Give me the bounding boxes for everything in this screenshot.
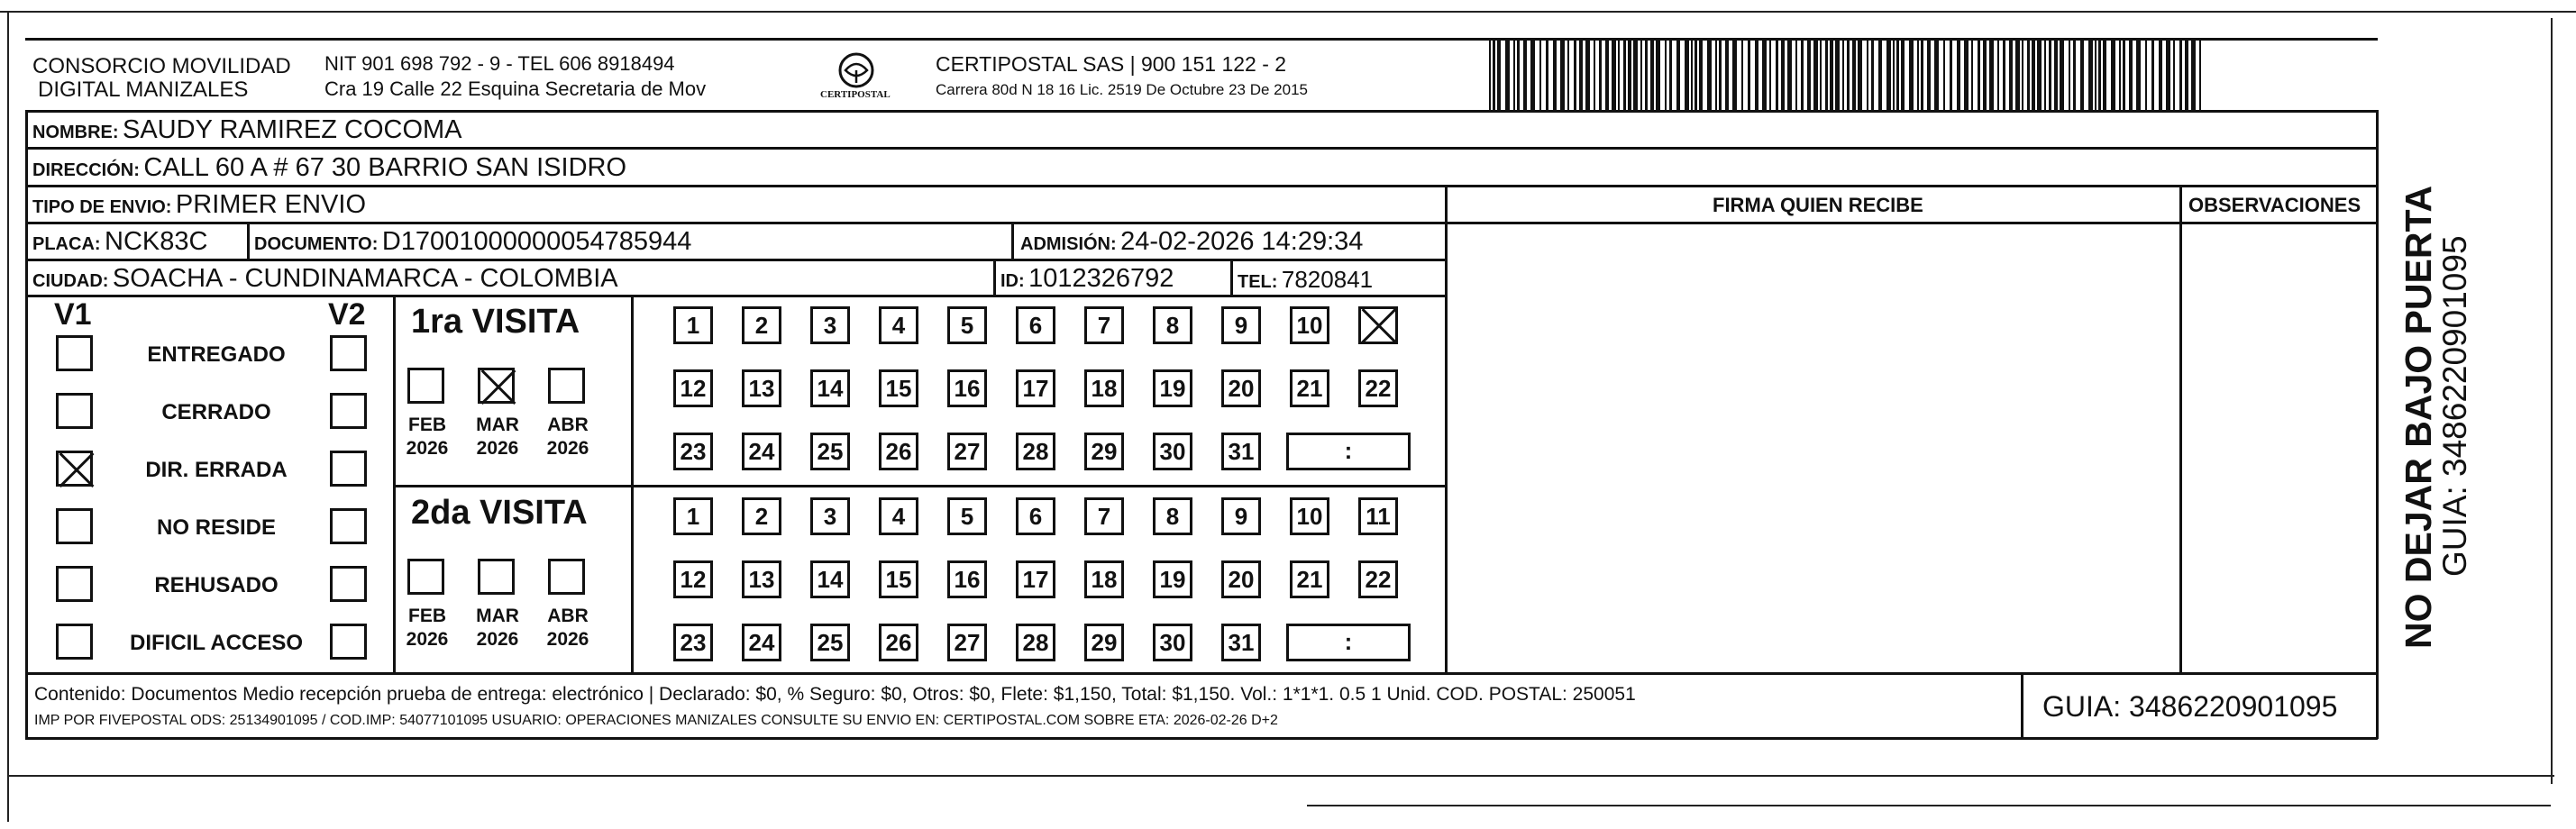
footer-line2: IMP POR FIVEPOSTAL ODS: 25134901095 / COD.IMP: 54077101095 USUARIO: OPERACIONES MANIZALES CONSULTE SU ENVIO EN: CERTIPOSTAL.COM SOBRE ETA: 2026-02-26 D+2 bbox=[34, 713, 1278, 728]
day-box[interactable]: 30 bbox=[1153, 433, 1192, 470]
barcode-bar bbox=[1579, 40, 1583, 110]
day-box[interactable]: 24 bbox=[742, 624, 781, 661]
tipo-row bbox=[32, 192, 366, 218]
v1-header: V1 bbox=[54, 297, 92, 332]
barcode-bar bbox=[1878, 40, 1882, 110]
day-box[interactable]: 6 bbox=[1016, 497, 1055, 535]
day-box[interactable]: 23 bbox=[673, 433, 713, 470]
v1-checkbox[interactable] bbox=[56, 624, 93, 660]
barcode-bar bbox=[2123, 40, 2125, 110]
day-box[interactable]: 22 bbox=[1358, 560, 1398, 598]
form-top-border bbox=[25, 110, 2378, 113]
barcode-bar bbox=[1633, 40, 1638, 110]
barcode-bar bbox=[1896, 40, 1899, 110]
scan-edge-bottom bbox=[7, 775, 2554, 777]
day-box[interactable]: 23 bbox=[673, 624, 713, 661]
month-label: FEB bbox=[408, 414, 446, 435]
month-label: MAR bbox=[476, 414, 519, 435]
day-box[interactable]: 27 bbox=[947, 624, 987, 661]
barcode-bar bbox=[1517, 40, 1520, 110]
barcode-bar bbox=[1691, 40, 1693, 110]
form-left-border bbox=[25, 110, 28, 739]
tel-row bbox=[1238, 268, 1373, 291]
day-box[interactable]: 10 bbox=[1290, 497, 1329, 535]
month-label: FEB bbox=[408, 606, 446, 626]
barcode-bar bbox=[1847, 40, 1850, 110]
month-checkbox[interactable] bbox=[478, 368, 515, 404]
day-box[interactable]: 18 bbox=[1084, 560, 1124, 598]
row-sep-1 bbox=[25, 147, 2378, 150]
barcode-bar bbox=[1513, 40, 1515, 110]
placa-value: NCK83C bbox=[105, 227, 208, 256]
scan-edge-top bbox=[0, 11, 2576, 13]
barcode-bar bbox=[1640, 40, 1642, 110]
barcode-bar bbox=[2044, 40, 2046, 110]
barcode-bar bbox=[2129, 40, 2133, 110]
barcode-bar bbox=[1820, 40, 1822, 110]
admision-value: 24-02-2026 14:29:34 bbox=[1120, 227, 1364, 256]
barcode-bar bbox=[1560, 40, 1565, 110]
day-box[interactable]: 24 bbox=[742, 433, 781, 470]
barcode-bar bbox=[1539, 40, 1541, 110]
barcode-bar bbox=[1776, 40, 1778, 110]
scan-edge-left bbox=[7, 11, 9, 822]
placa-doc-divider bbox=[247, 222, 250, 260]
barcode-bar bbox=[1989, 40, 1994, 110]
day-box[interactable]: 27 bbox=[947, 433, 987, 470]
barcode-bar bbox=[1719, 40, 1722, 110]
ciudad-label: CIUDAD: bbox=[32, 271, 109, 291]
barcode-bar bbox=[2080, 40, 2084, 110]
ciudad-row bbox=[32, 266, 618, 292]
scan-edge-right bbox=[2551, 18, 2553, 784]
v1-checkbox[interactable] bbox=[56, 335, 93, 371]
barcode-bar bbox=[1676, 40, 1680, 110]
barcode-bar bbox=[1530, 40, 1535, 110]
barcode-bar bbox=[1921, 40, 1923, 110]
nombre-value: SAUDY RAMIREZ COCOMA bbox=[123, 115, 462, 144]
status-option-label: CERRADO bbox=[161, 400, 271, 424]
v2-checkbox[interactable] bbox=[330, 335, 367, 371]
city-id-divider bbox=[993, 259, 996, 296]
doc-adm-divider bbox=[1011, 222, 1014, 260]
day-box[interactable]: 31 bbox=[1221, 624, 1261, 661]
carrier-line1: CERTIPOSTAL SAS | 900 151 122 - 2 bbox=[936, 52, 1287, 76]
day-box[interactable]: 16 bbox=[947, 369, 987, 407]
barcode-bar bbox=[1801, 40, 1804, 110]
day-box[interactable]: 20 bbox=[1221, 369, 1261, 407]
barcode-bar bbox=[1893, 40, 1895, 110]
barcode-bar bbox=[2111, 40, 2115, 110]
barcode-bar bbox=[1656, 40, 1660, 110]
company-line1: CONSORCIO MOVILIDAD bbox=[32, 54, 291, 78]
day-box[interactable]: 21 bbox=[1290, 369, 1329, 407]
tipo-value: PRIMER ENVIO bbox=[175, 190, 367, 219]
day-box[interactable]: 15 bbox=[879, 369, 918, 407]
day-box[interactable]: 8 bbox=[1153, 306, 1192, 344]
barcode-bar bbox=[1997, 40, 1999, 110]
barcode-bar bbox=[1741, 40, 1743, 110]
v1-checkbox[interactable] bbox=[56, 508, 93, 544]
barcode-bar bbox=[1523, 40, 1527, 110]
barcode-bar bbox=[1835, 40, 1840, 110]
barcode-bar bbox=[2191, 40, 2196, 110]
barcode-bar bbox=[2119, 40, 2121, 110]
ciudad-value: SOACHA - CUNDINAMARCA - COLOMBIA bbox=[112, 264, 618, 293]
tipo-label: TIPO DE ENVIO: bbox=[32, 197, 172, 217]
day-box[interactable]: 2 bbox=[742, 497, 781, 535]
month-year: 2026 bbox=[406, 629, 449, 650]
barcode-bar bbox=[1694, 40, 1697, 110]
barcode-bar bbox=[1669, 40, 1672, 110]
barcode-bar bbox=[1934, 40, 1939, 110]
visit2-title: 2da VISITA bbox=[411, 494, 588, 532]
day-box[interactable]: 28 bbox=[1016, 433, 1055, 470]
barcode-bar bbox=[1978, 40, 1980, 110]
day-box[interactable]: 13 bbox=[742, 369, 781, 407]
barcode-bar bbox=[1917, 40, 1919, 110]
status-option-label: NO RESIDE bbox=[156, 515, 277, 540]
day-box[interactable]: 2 bbox=[742, 306, 781, 344]
barcode-bar bbox=[1795, 40, 1797, 110]
id-label: ID: bbox=[1000, 271, 1025, 291]
visit1-title: 1ra VISITA bbox=[411, 303, 580, 341]
barcode-bar bbox=[1830, 40, 1833, 110]
barcode-bar bbox=[2049, 40, 2051, 110]
barcode-bar bbox=[1567, 40, 1569, 110]
barcode-bar bbox=[2173, 40, 2175, 110]
barcode-bar bbox=[1807, 40, 1811, 110]
day-box[interactable]: 18 bbox=[1084, 369, 1124, 407]
barcode-bar bbox=[1585, 40, 1590, 110]
day-box[interactable]: 8 bbox=[1153, 497, 1192, 535]
barcode-bar bbox=[1943, 40, 1945, 110]
v2-checkbox[interactable] bbox=[330, 624, 367, 660]
day-box[interactable]: 19 bbox=[1153, 369, 1192, 407]
v2-checkbox[interactable] bbox=[330, 393, 367, 429]
barcode-bar bbox=[2199, 40, 2201, 110]
day-box[interactable]: 7 bbox=[1084, 306, 1124, 344]
barcode-bar bbox=[1707, 40, 1712, 110]
day-box[interactable]: 25 bbox=[810, 624, 850, 661]
barcode-bar bbox=[1699, 40, 1703, 110]
day-box[interactable]: 14 bbox=[810, 560, 850, 598]
barcode-bar bbox=[1628, 40, 1631, 110]
month-label: ABR bbox=[547, 414, 589, 435]
day-box[interactable]: 22 bbox=[1358, 369, 1398, 407]
id-row bbox=[1000, 266, 1174, 292]
barcode-bar bbox=[1871, 40, 1874, 110]
day-box[interactable]: 5 bbox=[947, 306, 987, 344]
id-tel-divider bbox=[1230, 259, 1233, 296]
certipostal-logo bbox=[818, 50, 894, 103]
status-visit-divider bbox=[393, 295, 396, 673]
row-sep-6 bbox=[25, 672, 2378, 675]
v2-header: V2 bbox=[328, 297, 366, 332]
barcode-bar bbox=[2166, 40, 2170, 110]
barcode-bar bbox=[2185, 40, 2188, 110]
barcode-bar bbox=[1950, 40, 1952, 110]
barcode-bar bbox=[1867, 40, 1868, 110]
barcode-bar bbox=[1553, 40, 1557, 110]
day-box[interactable]: 25 bbox=[810, 433, 850, 470]
barcode-bar bbox=[1546, 40, 1548, 110]
day-box[interactable]: 3 bbox=[810, 306, 850, 344]
day-box[interactable]: 19 bbox=[1153, 560, 1192, 598]
barcode-bar bbox=[1909, 40, 1914, 110]
status-option-label: ENTREGADO bbox=[147, 342, 286, 367]
barcode-bar bbox=[1645, 40, 1648, 110]
month-label: ABR bbox=[547, 606, 589, 626]
v1-checkbox[interactable] bbox=[56, 451, 93, 487]
certipostal-logo-text: CERTIPOSTAL bbox=[820, 89, 891, 100]
barcode-bar bbox=[1605, 40, 1609, 110]
day-box[interactable]: 21 bbox=[1290, 560, 1329, 598]
barcode-bar bbox=[2103, 40, 2106, 110]
day-box[interactable]: 29 bbox=[1084, 433, 1124, 470]
barcode-bar bbox=[2069, 40, 2070, 110]
barcode-bar bbox=[1983, 40, 1987, 110]
day-box[interactable]: 9 bbox=[1221, 497, 1261, 535]
admision-label: ADMISIÓN: bbox=[1020, 234, 1117, 254]
day-box[interactable]: 29 bbox=[1084, 624, 1124, 661]
v1-checkbox[interactable] bbox=[56, 566, 93, 602]
barcode-bar bbox=[1715, 40, 1717, 110]
barcode-bar bbox=[2054, 40, 2058, 110]
barcode-bar bbox=[2037, 40, 2042, 110]
barcode-bar bbox=[1732, 40, 1737, 110]
placa-row bbox=[32, 229, 207, 255]
footer-guia: GUIA: 3486220901095 bbox=[2042, 690, 2338, 723]
day-box[interactable]: 4 bbox=[879, 306, 918, 344]
barcode-bar bbox=[1623, 40, 1626, 110]
barcode-bar bbox=[2022, 40, 2023, 110]
obs-left-border bbox=[2179, 185, 2182, 674]
barcode-bar bbox=[1594, 40, 1595, 110]
day-box[interactable]: 5 bbox=[947, 497, 987, 535]
day-box[interactable]: 12 bbox=[673, 369, 713, 407]
address-line: Cra 19 Calle 22 Esquina Secretaria de Mov bbox=[324, 77, 707, 100]
barcode-bar bbox=[2145, 40, 2147, 110]
day-box[interactable]: 13 bbox=[742, 560, 781, 598]
row-sep-3 bbox=[25, 222, 2378, 224]
barcode bbox=[1485, 40, 2206, 110]
barcode-bar bbox=[1748, 40, 1750, 110]
month-year: 2026 bbox=[406, 438, 449, 459]
v2-checkbox[interactable] bbox=[330, 508, 367, 544]
nombre-row bbox=[32, 117, 462, 143]
barcode-bar bbox=[1957, 40, 1960, 110]
day-box[interactable]: 14 bbox=[810, 369, 850, 407]
day-box[interactable]: 11 bbox=[1358, 497, 1398, 535]
tel-label: TEL: bbox=[1238, 272, 1278, 292]
carrier-line2: Carrera 80d N 18 16 Lic. 2519 De Octubre 23 De 2015 bbox=[936, 81, 1308, 98]
barcode-bar bbox=[1685, 40, 1689, 110]
side-notice: NO DEJAR BAJO PUERTA bbox=[2398, 185, 2439, 649]
day-box[interactable]: 10 bbox=[1290, 306, 1329, 344]
tel-value: 7820841 bbox=[1281, 266, 1374, 293]
barcode-bar bbox=[1852, 40, 1856, 110]
firma-header: FIRMA QUIEN RECIBE bbox=[1713, 194, 1923, 216]
barcode-bar bbox=[1813, 40, 1818, 110]
day-box[interactable]: 28 bbox=[1016, 624, 1055, 661]
month-year: 2026 bbox=[546, 629, 589, 650]
barcode-bar bbox=[2027, 40, 2030, 110]
month-day-divider bbox=[631, 295, 634, 673]
day-box[interactable]: 9 bbox=[1221, 306, 1261, 344]
status-option-label: DIFICIL ACCESO bbox=[129, 631, 303, 655]
barcode-bar bbox=[2179, 40, 2182, 110]
day-box[interactable]: 17 bbox=[1016, 369, 1055, 407]
form-bottom-border bbox=[25, 737, 2378, 740]
placa-label: PLACA: bbox=[32, 234, 101, 254]
day-box[interactable]: 26 bbox=[879, 624, 918, 661]
barcode-bar bbox=[1927, 40, 1931, 110]
v1-checkbox[interactable] bbox=[56, 393, 93, 429]
month-checkbox[interactable] bbox=[407, 559, 444, 595]
month-checkbox[interactable] bbox=[548, 559, 585, 595]
day-box[interactable]: 20 bbox=[1221, 560, 1261, 598]
row-sep-2 bbox=[25, 185, 2378, 187]
day-box[interactable]: 1 bbox=[673, 497, 713, 535]
barcode-bar bbox=[1781, 40, 1785, 110]
barcode-bar bbox=[1762, 40, 1767, 110]
barcode-bar bbox=[1599, 40, 1602, 110]
barcode-bar bbox=[2015, 40, 2020, 110]
barcode-bar bbox=[1886, 40, 1891, 110]
barcode-bar bbox=[2095, 40, 2096, 110]
barcode-bar bbox=[1618, 40, 1620, 110]
barcode-bar bbox=[2088, 40, 2093, 110]
barcode-bar bbox=[1650, 40, 1654, 110]
v2-checkbox[interactable] bbox=[330, 451, 367, 487]
barcode-bar bbox=[1725, 40, 1729, 110]
observaciones-header: OBSERVACIONES bbox=[2188, 194, 2361, 216]
barcode-bar bbox=[1574, 40, 1576, 110]
barcode-bar bbox=[1665, 40, 1667, 110]
barcode-bar bbox=[2098, 40, 2101, 110]
barcode-bar bbox=[1964, 40, 1969, 110]
v2-checkbox[interactable] bbox=[330, 566, 367, 602]
month-checkbox[interactable] bbox=[478, 559, 515, 595]
day-box[interactable]: 12 bbox=[673, 560, 713, 598]
barcode-bar bbox=[1612, 40, 1616, 110]
footer-line1: Contenido: Documentos Medio recepción prueba de entrega: electrónico | Declarado: $0, % Seguro: $0, Otros: $0, Flete: $1,150, Total: $1,150. Vol.: 1*1*1. 0.5 1 Unid. COD. POSTAL: 250051 bbox=[34, 684, 1636, 705]
day-box[interactable]: 26 bbox=[879, 433, 918, 470]
barcode-bar bbox=[1858, 40, 1862, 110]
scan-edge-bottom2 bbox=[1307, 805, 2551, 806]
barcode-bar bbox=[2073, 40, 2076, 110]
day-box[interactable] bbox=[1358, 306, 1398, 344]
barcode-bar bbox=[1497, 40, 1501, 110]
barcode-bar bbox=[2009, 40, 2013, 110]
barcode-bar bbox=[1842, 40, 1844, 110]
barcode-bar bbox=[2003, 40, 2005, 110]
day-box[interactable]: 4 bbox=[879, 497, 918, 535]
barcode-bar bbox=[2159, 40, 2162, 110]
form-right-border bbox=[2376, 110, 2379, 739]
nombre-label: NOMBRE: bbox=[32, 123, 119, 142]
barcode-bar bbox=[1971, 40, 1973, 110]
barcode-bar bbox=[2060, 40, 2064, 110]
day-box[interactable]: 6 bbox=[1016, 306, 1055, 344]
time-field[interactable]: : bbox=[1286, 433, 1411, 470]
barcode-bar bbox=[1825, 40, 1828, 110]
documento-label: DOCUMENTO: bbox=[254, 234, 379, 254]
barcode-bar bbox=[1787, 40, 1792, 110]
time-field[interactable]: : bbox=[1286, 624, 1411, 661]
side-guia: GUIA: 3486220901095 bbox=[2436, 235, 2473, 577]
documento-value: D17001000000054785944 bbox=[381, 227, 692, 256]
company-line2: DIGITAL MANIZALES bbox=[38, 77, 249, 102]
direccion-row bbox=[32, 155, 626, 181]
status-option-label: REHUSADO bbox=[154, 573, 279, 597]
barcode-bar bbox=[1755, 40, 1758, 110]
day-box[interactable]: 30 bbox=[1153, 624, 1192, 661]
visit-sep bbox=[393, 485, 1446, 487]
month-checkbox[interactable] bbox=[548, 368, 585, 404]
day-box[interactable]: 15 bbox=[879, 560, 918, 598]
barcode-bar bbox=[2136, 40, 2141, 110]
day-box[interactable]: 1 bbox=[673, 306, 713, 344]
direccion-label: DIRECCIÓN: bbox=[32, 160, 140, 180]
firma-left-border bbox=[1445, 185, 1448, 674]
day-box[interactable]: 7 bbox=[1084, 497, 1124, 535]
month-checkbox[interactable] bbox=[407, 368, 444, 404]
admision-row bbox=[1020, 229, 1363, 255]
barcode-bar bbox=[1489, 40, 1491, 110]
barcode-bar bbox=[2032, 40, 2035, 110]
documento-row bbox=[254, 229, 691, 255]
day-box[interactable]: 16 bbox=[947, 560, 987, 598]
nit-line: NIT 901 698 792 - 9 - TEL 606 8918494 bbox=[324, 52, 675, 75]
day-box[interactable]: 31 bbox=[1221, 433, 1261, 470]
barcode-bar bbox=[1493, 40, 1495, 110]
month-year: 2026 bbox=[546, 438, 589, 459]
barcode-bar bbox=[2151, 40, 2154, 110]
footer-guia-divider bbox=[2021, 672, 2023, 739]
month-year: 2026 bbox=[476, 438, 519, 459]
barcode-bar bbox=[1901, 40, 1905, 110]
id-value: 1012326792 bbox=[1028, 264, 1174, 293]
day-box[interactable]: 3 bbox=[810, 497, 850, 535]
month-label: MAR bbox=[476, 606, 519, 626]
direccion-value: CALL 60 A # 67 30 BARRIO SAN ISIDRO bbox=[143, 153, 627, 182]
status-option-label: DIR. ERRADA bbox=[145, 458, 288, 482]
month-year: 2026 bbox=[476, 629, 519, 650]
barcode-bar bbox=[1505, 40, 1510, 110]
barcode-bar bbox=[1769, 40, 1771, 110]
day-box[interactable]: 17 bbox=[1016, 560, 1055, 598]
